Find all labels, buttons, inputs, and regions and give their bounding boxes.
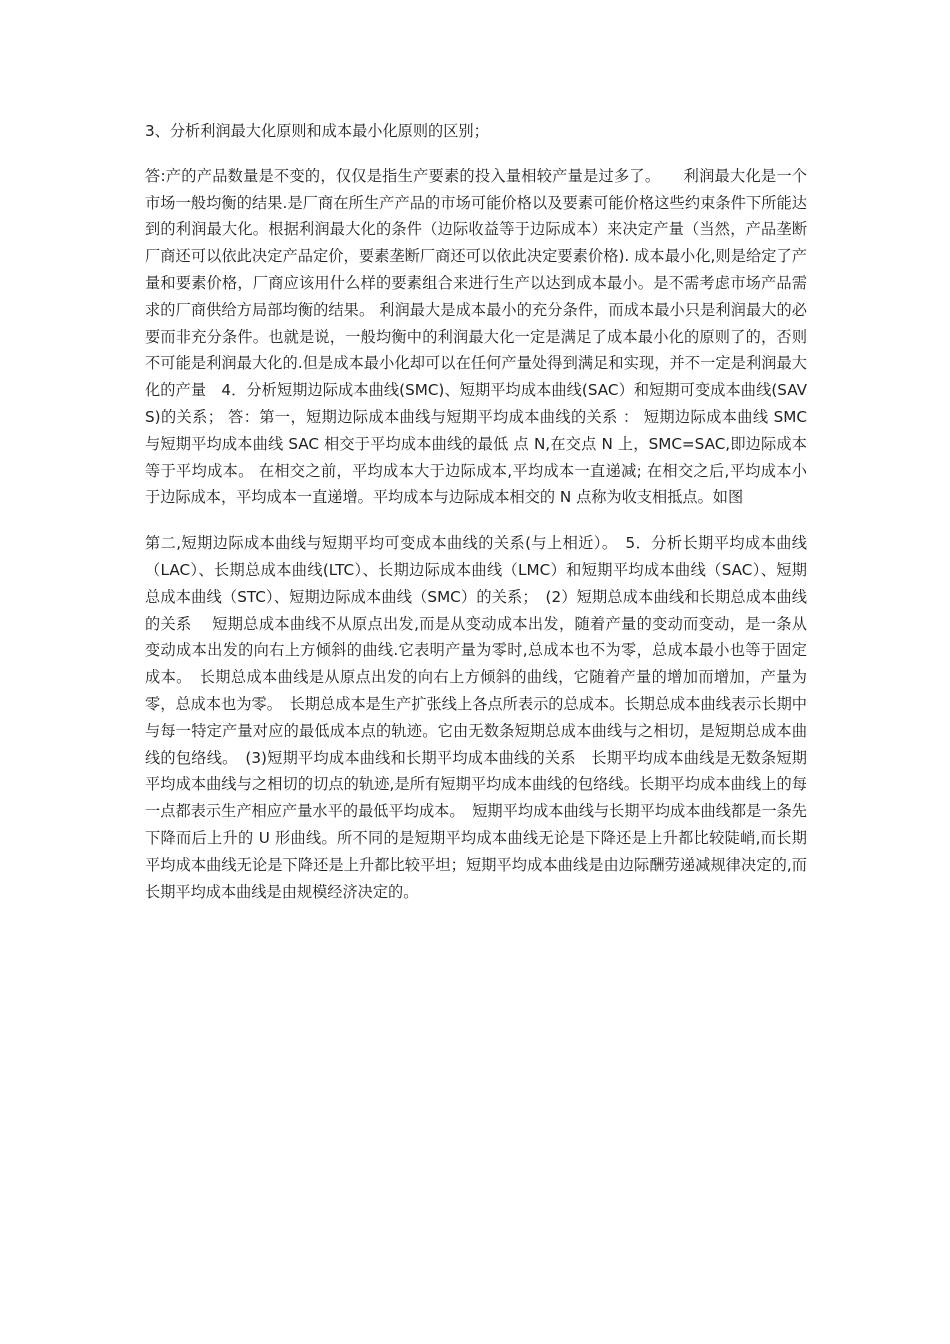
answer-paragraph-1: 答:产的产品数量是不变的，仅仅是指生产要素的投入量相较产量是过多了。 利润最大化是一个市场一般均衡的结果.是厂商在所生产产品的市场可能价格以及要素可能价格这些约束条件下所能达到的利润最大化。根据利润最大化的条件（边际收益等于边际成本）来决定产量（当然，产品垄断厂商还可以依此决定产品定价，要素垄断厂商还可以依此决定要素价格). 成本最小化,则是给定了产量和要素价格，厂商应该用什么样的要素组合来进行生产以达到成本最小。是不需考虑市场产品需求的厂商供给方局部均衡的结果。 利润最大是成本最小的充分条件，而成本最小只是利润最大的必要而非充分条件。也就是说，一般均衡中的利润最大化一定是满足了成本最小化的原则了的，否则不可能是利润最大化的.但是成本最小化却可以在任何产量处得到满足和实现，并不一定是利润最大化的产量 4．分析短期边际成本曲线(SMC)、短期平均成本曲线(SAC）和短期可变成本曲线(SAVS)的关系； 答：第一，短期边际成本曲线与短期平均成本曲线的关系 ： 短期边际成本曲线 SMC 与短期平均成本曲线 SAC 相交于平均成本曲线的最低 点 N,在交点 N 上，SMC=SAC,即边际成本等于平均成本。 在相交之前，平均成本大于边际成本,平均成本一直递减; 在相交之后,平均成本小于边际成本，平均成本一直递增。平均成本与边际成本相交的 N 点称为收支相抵点。如图	[145, 166, 807, 507]
answer-paragraph-2: 第二,短期边际成本曲线与短期平均可变成本曲线的关系(与上相近）。 5．分析长期平均成本曲线（LAC）、长期总成本曲线(LTC）、长期边际成本曲线（LMC）和短期平均成本曲线（SAC）、短期总成本曲线（STC）、短期边际成本曲线（SMC）的关系； (2）短期总成本曲线和长期总成本曲线的关系 短期总成本曲线不从原点出发,而是从变动成本出发，随着产量的变动而变动，是一条从变动成本出发的向右上方倾斜的曲线.它表明产量为零时,总成本也不为零，总成本最小也等于固定成本。 长期总成本曲线是从原点出发的向右上方倾斜的曲线，它随着产量的增加而增加，产量为零，总成本也为零。 长期总成本是生产扩张线上各点所表示的总成本。长期总成本曲线表示长期中与每一特定产量对应的最低成本点的轨迹。它由无数条短期总成本曲线与之相切，是短期总成本曲线的包络线。 (3)短期平均成本曲线和长期平均成本曲线的关系 长期平均成本曲线是无数条短期平均成本曲线与之相切的切点的轨迹,是所有短期平均成本曲线的包络线。长期平均成本曲线上的每一点都表示生产相应产量水平的最低平均成本。 短期平均成本曲线与长期平均成本曲线都是一条先下降而后上升的 U 形曲线。所不同的是短期平均成本曲线无论是下降还是上升都比较陡峭,而长期平均成本曲线无论是下降还是上升都比较平坦；短期平均成本曲线是由边际酬劳递减规律决定的,而长期平均成本曲线是由规模经济决定的。	[145, 534, 807, 901]
question-heading: 3、分析利润最大化原则和成本最小化原则的区别；	[145, 122, 489, 140]
document-body	[145, 118, 807, 905]
